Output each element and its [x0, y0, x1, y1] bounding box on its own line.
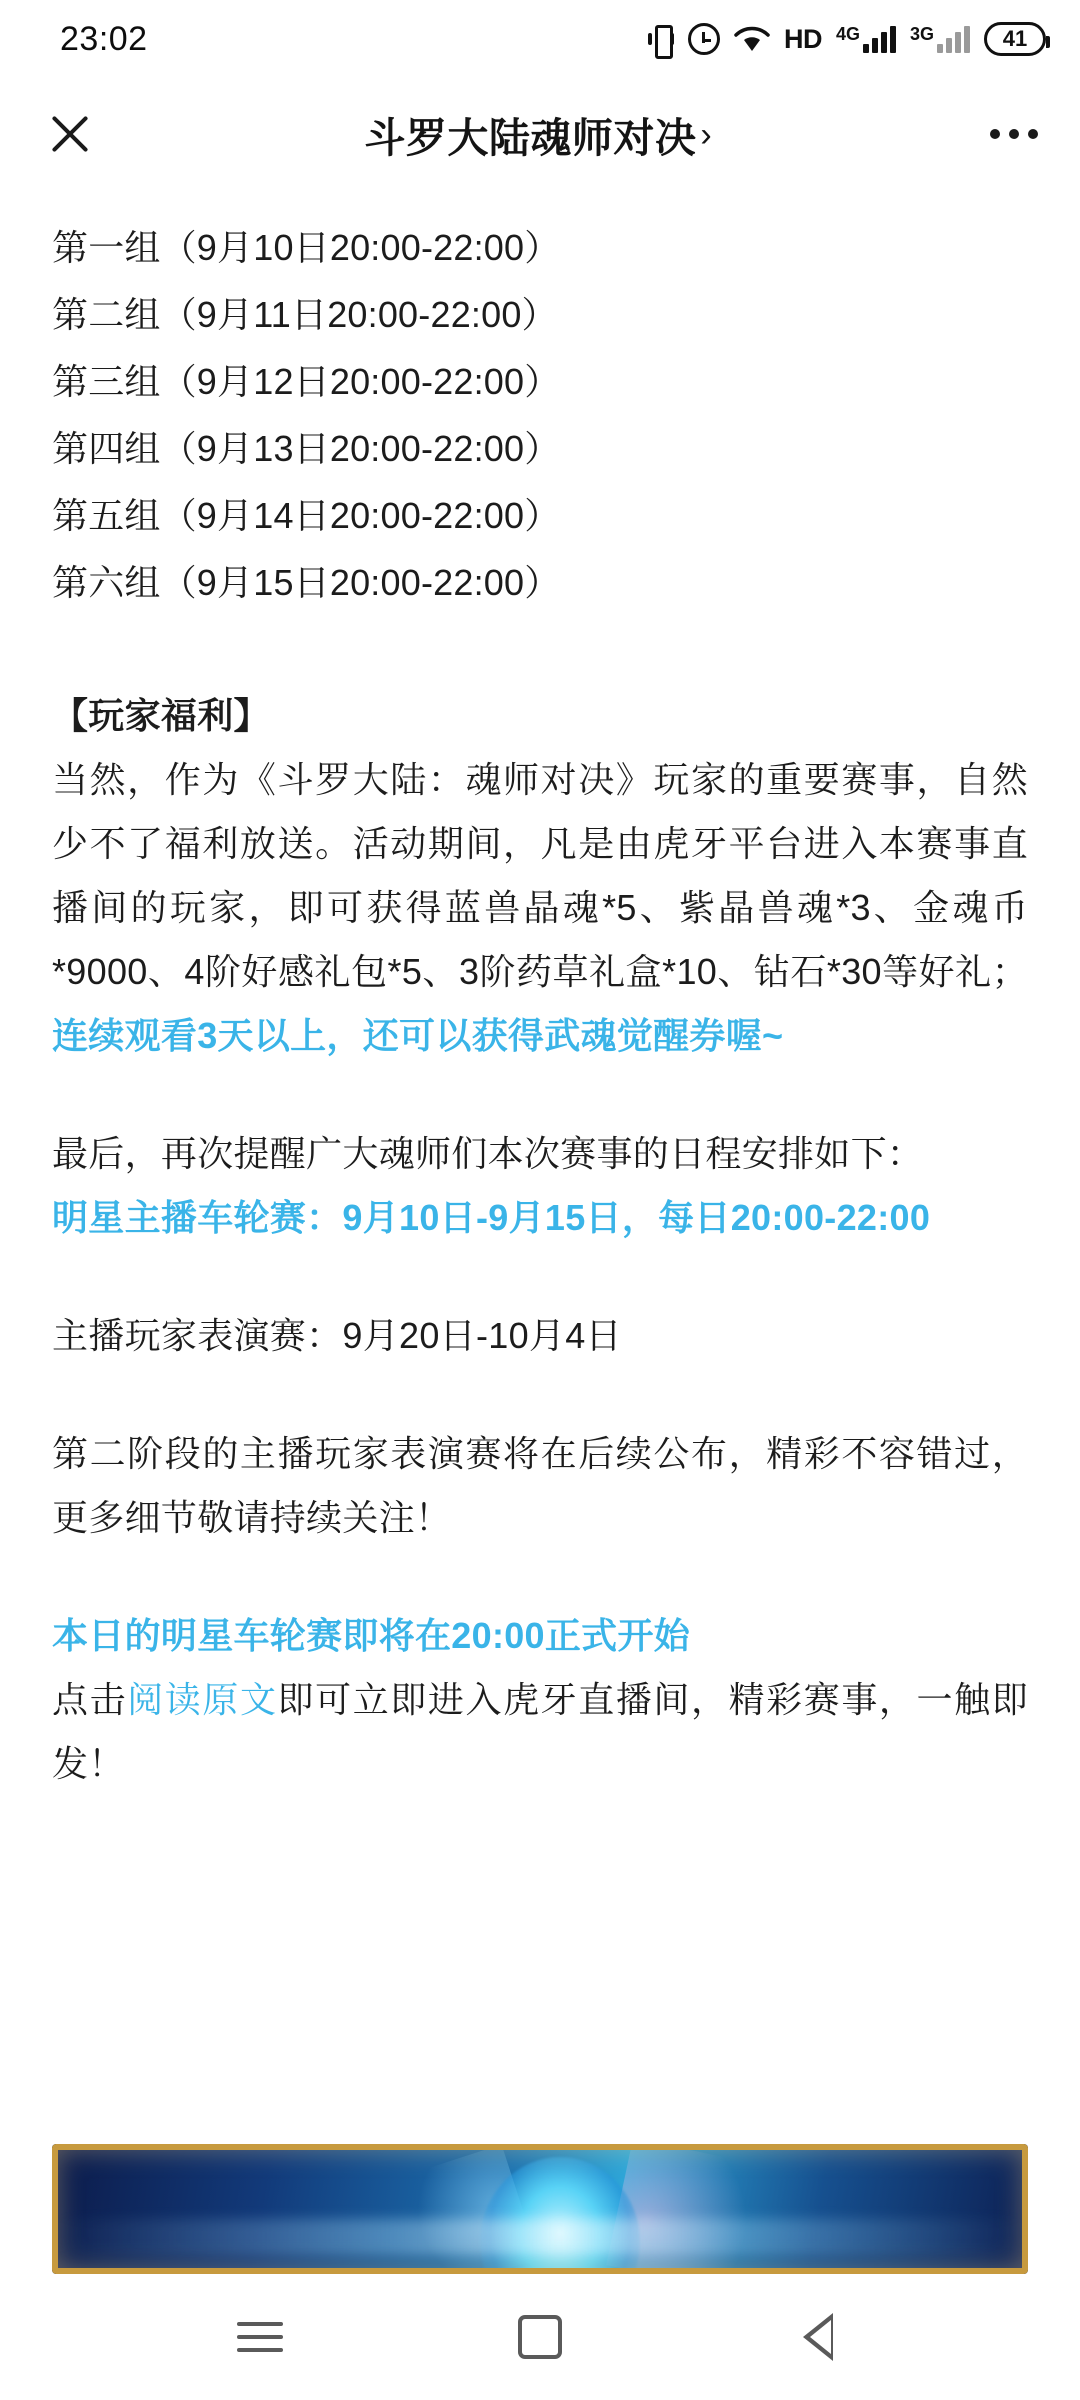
- back-icon: [805, 2313, 835, 2361]
- status-time: 23:02: [60, 19, 148, 58]
- alarm-icon: [688, 23, 720, 55]
- schedule-item: 第三组（9月12日20:00-22:00）: [52, 361, 561, 402]
- cta-suffix: 即可立即进入虎牙直播间，精彩赛事，一触即发！: [52, 1679, 1028, 1784]
- spacer: [52, 1250, 1028, 1304]
- schedule-item: 第四组（9月13日20:00-22:00）: [52, 428, 561, 469]
- signal-3g-bars: [937, 25, 970, 53]
- chevron-right-icon: ›: [700, 115, 712, 154]
- welfare-heading: 【玩家福利】: [52, 695, 270, 736]
- welfare-paragraph: [52, 748, 1028, 1068]
- signal-4g-icon: [836, 25, 896, 53]
- signal-4g-label: 4G: [835, 24, 860, 44]
- back-button[interactable]: [760, 2297, 880, 2377]
- banner-frame: [52, 2144, 1028, 2274]
- wifi-icon: [734, 25, 770, 53]
- battery-icon: 41: [984, 22, 1046, 56]
- status-icons: [648, 22, 1046, 56]
- more-options-icon[interactable]: [978, 106, 1038, 162]
- menu-icon: [237, 2322, 283, 2352]
- star-match-line: 明星主播车轮赛：9月10日-9月15日，每日20:00-22:00: [52, 1197, 931, 1238]
- signal-3g-icon: [910, 25, 970, 53]
- spacer: [52, 1068, 1028, 1122]
- article-banner-image[interactable]: [52, 2144, 1028, 2274]
- schedule-item: 第二组（9月11日20:00-22:00）: [52, 294, 558, 335]
- schedule-item: 第五组（9月14日20:00-22:00）: [52, 495, 561, 536]
- spacer: [52, 1550, 1028, 1604]
- welfare-body-plain: 当然，作为《斗罗大陆：魂师对决》玩家的重要赛事，自然少不了福利放送。活动期间，凡是由虎牙平台进入本赛事直播间的玩家，即可获得蓝兽晶魂*5、紫晶兽魂*3、金魂币*9000、4阶好感礼包*5、3阶药草礼盒*10、钻石*30等好礼；: [52, 759, 1028, 992]
- read-original-link[interactable]: 阅读原文: [127, 1679, 278, 1720]
- page-title: 斗罗大陆魂师对决: [364, 114, 697, 161]
- article-content[interactable]: [0, 190, 1080, 2274]
- welfare-body-highlight: 连续观看3天以上，还可以获得武魂觉醒券喔~: [52, 1015, 784, 1056]
- close-icon[interactable]: [42, 106, 98, 162]
- system-navigation-bar: [0, 2274, 1080, 2400]
- cta-line: [52, 1668, 1028, 1796]
- exhibition-line: 主播玩家表演赛：9月20日-10月4日: [52, 1315, 622, 1356]
- stage2-line: 第二阶段的主播玩家表演赛将在后续公布，精彩不容错过，更多细节敬请持续关注！: [52, 1433, 1028, 1538]
- home-button[interactable]: [480, 2297, 600, 2377]
- reminder-line: 最后，再次提醒广大魂师们本次赛事的日程安排如下：: [52, 1133, 924, 1174]
- page-title-group[interactable]: [98, 105, 978, 164]
- schedule-item: 第一组（9月10日20:00-22:00）: [52, 227, 561, 268]
- home-icon: [518, 2315, 562, 2359]
- schedule-list: [52, 214, 1028, 616]
- cta-prefix: 点击: [52, 1679, 128, 1720]
- status-bar: [0, 0, 1080, 78]
- signal-4g-bars: [863, 25, 896, 53]
- schedule-item: 第六组（9月15日20:00-22:00）: [52, 562, 561, 603]
- title-bar: [0, 78, 1080, 190]
- recents-button[interactable]: [200, 2297, 320, 2377]
- signal-3g-label: 3G: [909, 24, 934, 44]
- hd-icon: HD: [783, 23, 822, 54]
- spacer: [52, 1368, 1028, 1422]
- spacer: [52, 616, 1028, 684]
- today-line: 本日的明星车轮赛即将在20:00正式开始: [52, 1615, 691, 1656]
- vibrate-icon: [648, 22, 674, 56]
